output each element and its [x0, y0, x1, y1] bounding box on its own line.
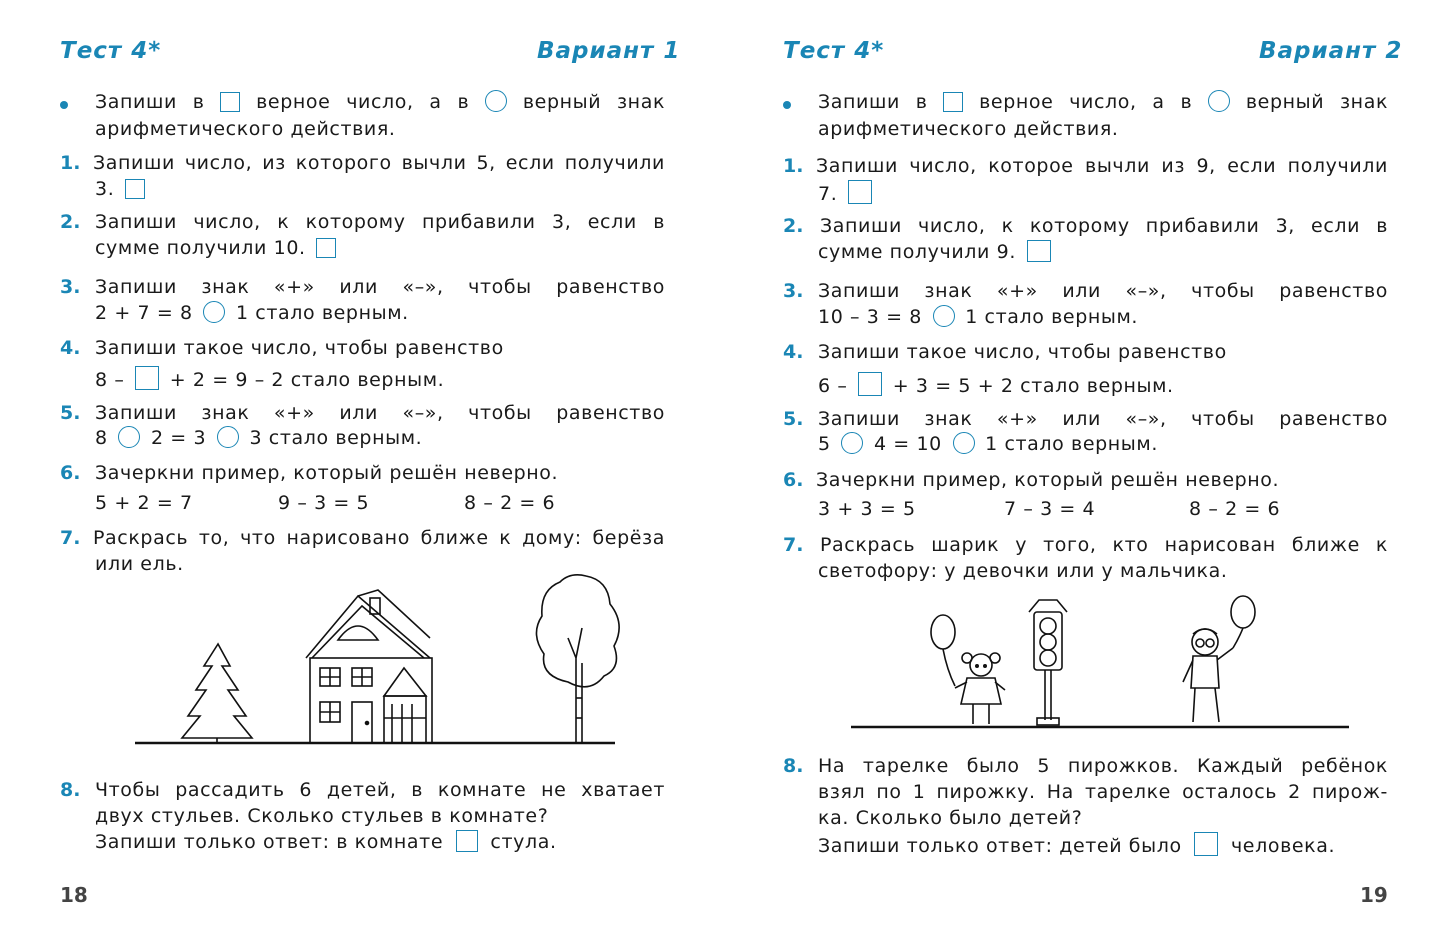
bullet-icon — [783, 101, 791, 109]
answer-box[interactable] — [1194, 832, 1218, 856]
task-number: 4. — [60, 337, 81, 359]
answer-circle[interactable] — [841, 432, 863, 454]
answer-box[interactable] — [135, 366, 159, 390]
intro-line2: арифметического действия. — [818, 118, 1119, 140]
task1-line1: Запиши число, которое вычли из 9, если получили — [816, 155, 1388, 177]
answer-box[interactable] — [125, 179, 145, 199]
intro-line2: арифметического действия. — [95, 118, 396, 140]
house-icon — [306, 590, 432, 743]
task-number: 6. — [783, 469, 804, 491]
left-page — [0, 0, 723, 944]
task6-line1: Зачеркни пример, который решён неверно. — [95, 462, 559, 484]
task4-line2: 6 – + 3 = 5 + 2 стало верным. — [818, 372, 1174, 398]
task-number: 7. — [783, 534, 804, 556]
bullet-icon — [60, 101, 68, 109]
example-1[interactable]: 5 + 2 = 7 — [95, 492, 193, 514]
answer-box[interactable] — [456, 830, 478, 852]
answer-box[interactable] — [848, 180, 872, 204]
variant-label: Вариант 2 — [1259, 38, 1403, 64]
answer-circle[interactable] — [118, 426, 140, 448]
task-number: 6. — [60, 462, 81, 484]
page-number: 18 — [60, 883, 88, 907]
answer-box[interactable] — [316, 238, 336, 258]
task5-line2: 5 4 = 10 1 стало верным. — [818, 433, 1158, 455]
example-2[interactable]: 7 – 3 = 4 — [1004, 498, 1096, 520]
test-title: Тест 4* — [783, 38, 885, 64]
intro-line1: Запиши в верное число, а в верный знак — [95, 91, 666, 113]
task-number: 7. — [60, 527, 81, 549]
example-2[interactable]: 9 – 3 = 5 — [278, 492, 370, 514]
task3-line2: 10 – 3 = 8 1 стало верным. — [818, 306, 1139, 328]
girl-icon — [931, 615, 1005, 724]
intro-line1: Запиши в верное число, а в верный знак — [818, 91, 1389, 113]
test-title: Тест 4* — [60, 38, 162, 64]
answer-circle[interactable] — [217, 426, 239, 448]
task7-line2: светофору: у девочки или у мальчика. — [818, 560, 1228, 582]
task8-line1: На тарелке было 5 пирожков. Каждый ребёнок — [818, 755, 1388, 777]
answer-circle-icon — [485, 90, 507, 112]
task7-line1: Раскрась шарик у того, кто нарисован ближе к — [820, 534, 1388, 556]
house-trees-illustration — [130, 568, 620, 750]
task8-line3: Запиши только ответ: в комнате стула. — [95, 831, 557, 853]
page-number: 19 — [1360, 883, 1388, 907]
example-3[interactable]: 8 – 2 = 6 — [1189, 498, 1281, 520]
right-page — [723, 0, 1447, 944]
task4-line1: Запиши такое число, чтобы равенство — [95, 337, 504, 359]
children-traffic-light-illustration — [843, 590, 1353, 735]
task1-line2: 7. — [818, 180, 872, 206]
answer-box-icon — [943, 92, 963, 112]
task2-line1: Запиши число, к которому прибавили 3, если в — [820, 215, 1388, 237]
task5-line1: Запиши знак «+» или «–», чтобы равенство — [95, 402, 665, 424]
task2-line2: сумме получили 10. — [95, 236, 336, 260]
task2-line1: Запиши число, к которому прибавили 3, если в — [95, 211, 665, 233]
task-number: 4. — [783, 341, 804, 363]
task4-line1: Запиши такое число, чтобы равенство — [818, 341, 1227, 363]
task7-line2: или ель. — [95, 553, 184, 575]
task4-line2: 8 – + 2 = 9 – 2 стало верным. — [95, 366, 444, 392]
task8-line4: Запиши только ответ: детей было человека. — [818, 832, 1335, 858]
task5-line2: 8 2 = 3 3 стало верным. — [95, 427, 423, 449]
task8-line2: двух стульев. Сколько стульев в комнате? — [95, 805, 549, 827]
task3-line2: 2 + 7 = 8 1 стало верным. — [95, 302, 409, 324]
answer-box[interactable] — [858, 372, 882, 396]
task3-line1: Запиши знак «+» или «–», чтобы равенство — [95, 276, 665, 298]
task1-line2: 3. — [95, 177, 145, 201]
example-1[interactable]: 3 + 3 = 5 — [818, 498, 916, 520]
task8-line3: ка. Сколько было детей? — [818, 807, 1083, 829]
variant-label: Вариант 1 — [537, 38, 681, 64]
example-3[interactable]: 8 – 2 = 6 — [464, 492, 556, 514]
task6-line1: Зачеркни пример, который решён неверно. — [816, 469, 1280, 491]
task-number: 8. — [60, 779, 81, 801]
task-number: 3. — [783, 280, 804, 302]
task3-line1: Запиши знак «+» или «–», чтобы равенство — [818, 280, 1388, 302]
task-number: 5. — [783, 408, 804, 430]
task-number: 1. — [60, 152, 81, 174]
task-number: 5. — [60, 402, 81, 424]
birch-tree-icon — [536, 575, 619, 744]
answer-box[interactable] — [1027, 240, 1051, 262]
task5-line1: Запиши знак «+» или «–», чтобы равенство — [818, 408, 1388, 430]
answer-circle-icon — [1208, 90, 1230, 112]
task-number: 3. — [60, 276, 81, 298]
traffic-light-icon — [1029, 600, 1067, 725]
task2-line2: сумме получили 9. — [818, 240, 1051, 264]
fir-tree-icon — [182, 644, 252, 744]
answer-circle[interactable] — [203, 301, 225, 323]
task8-line2: взял по 1 пирожку. На тарелке осталось 2 пирож- — [818, 781, 1388, 803]
boy-icon — [1183, 596, 1255, 722]
answer-circle[interactable] — [933, 305, 955, 327]
answer-box-icon — [220, 92, 240, 112]
answer-circle[interactable] — [953, 432, 975, 454]
task1-line1: Запиши число, из которого вычли 5, если получили — [93, 152, 665, 174]
task-number: 2. — [783, 215, 804, 237]
task-number: 2. — [60, 211, 81, 233]
task8-line1: Чтобы рассадить 6 детей, в комнате не хватает — [95, 779, 665, 801]
task-number: 1. — [783, 155, 804, 177]
task7-line1: Раскрась то, что нарисовано ближе к дому: берёза — [93, 527, 665, 549]
task-number: 8. — [783, 755, 804, 777]
